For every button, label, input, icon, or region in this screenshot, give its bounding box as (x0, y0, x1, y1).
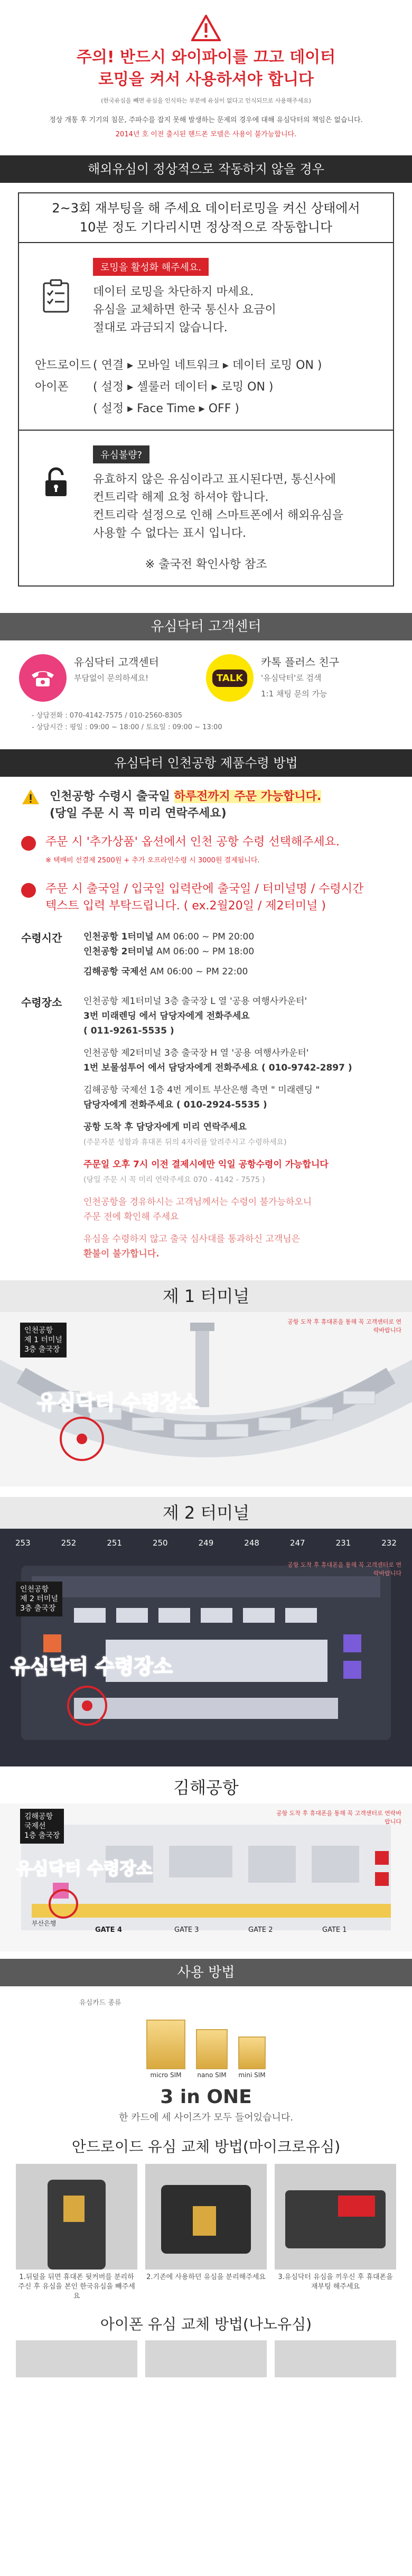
roaming-paths: 안드로이드 ( 연결 ▸ 모바일 네트워크 ▸ 데이터 로밍 ON ) 아이폰 ( 설정 ▸ 셀룰러 데이터 ▸ 로밍 ON ) ( 설정 ▸ Face Time ▸ OFF ) (35, 359, 322, 415)
t2-title: 제 2 터미널 (0, 1497, 412, 1529)
refund-note-2: 유심을 수령하지 않고 출국 심사대를 통과하신 고객님은 환불이 불가합니다. (83, 1234, 301, 1259)
roaming-pill: 로밍을 활성화 해주세요. (93, 258, 209, 276)
t2-map-label: 인천공항 제 2 터미널 3층 출국장 (16, 1582, 62, 1616)
gate-3-label: GATE 3 (174, 1926, 199, 1934)
pickup-note-2: 주문 시 '추가상품' 옵션에서 인천 공항 수령 선택해주세요. ※ 택배비 선결제 2500원 + 추가 오프라인수령 시 3000원 결제됩니다. (21, 834, 391, 869)
android-guide-photos: 1.뒤덮을 뒤면 휴대폰 뒷커버를 분리하 주신 후 유심을 본인 한국유심을 빼주세요 2.기존에 사용하던 유심을 분리해주세요 3.유심닥터 유심을 끼우신 후 휴대폰을 재부팅 해주세요 (0, 2156, 412, 2301)
iphone-step3-photo (275, 2340, 396, 2377)
roaming-text: 데이터 로밍을 차단하지 마세요. 유심을 교체하면 한국 통신사 요금이 절대로 과금되지 않습니다. (93, 285, 276, 334)
refund-note: 인천공항을 경유하시는 고객님께서는 수령이 불가능하오니 주문 전에 확인해 주세요 (83, 1197, 312, 1222)
top-warning (0, 0, 412, 138)
place-t1: 인천공항 제1터미널 3층 출국장 L 열 '공용 여행사카운터' 3번 미래렌딩 에서 담당자에게 전화주세요 ( 011-9261-5535 ) (83, 996, 307, 1036)
pickup-note-1: 인천공항 수령시 출국일 하루전까지 주문 가능합니다. (당일 주문 시 꼭 미리 연락주세요) (21, 788, 391, 822)
iphone-step1-photo (16, 2340, 137, 2377)
t1-map (0, 1312, 412, 1486)
t2-map-note: 공항 도착 후 휴대폰을 통해 꼭 고객센터로 연락바랍니다 (287, 1561, 401, 1577)
gimhae-title: 김해공항 (173, 1778, 239, 1798)
order-time-note: 주문일 오후 7시 이전 결제시에만 익일 공항수령이 가능합니다 (당일 주문 시 꼭 미리 연락주세요 070 - 4142 - 7575 ) (83, 1159, 329, 1184)
kakao-center[interactable]: TALK 카톡 플러스 친구 '유심닥터'로 검색 1:1 채팅 문의 가능 (206, 654, 393, 702)
usage-section-bar: 사용 방법 (0, 1959, 412, 1986)
alert-dot-icon (21, 836, 36, 851)
alert-dot-icon (21, 883, 36, 898)
iphone-guide-photos (0, 2334, 412, 2377)
t1-map-note: 공항 도착 후 휴대폰을 통해 꼭 고객센터로 연락바랍니다 (287, 1318, 401, 1334)
step2-photo (145, 2164, 267, 2270)
card-type-label: 유심카드 종류 (79, 1999, 121, 2007)
t1-map-label: 인천공항 제 1 터미널 3층 출국장 (20, 1323, 67, 1357)
android-guide-title: 안드로이드 유심 교체 방법(마이크로유심) (71, 2138, 341, 2155)
gimhae-pickup-label: 유심닥터 수령장소 (16, 1858, 153, 1878)
micro-sim-icon (146, 2020, 185, 2069)
lock-icon (44, 467, 68, 497)
three-in-one: 3 in ONE (160, 2086, 252, 2108)
trouble-section-bar: 해외유심이 정상적으로 작동하지 않을 경우 (0, 155, 412, 183)
pickup-notes (0, 788, 412, 915)
warning-title: 주의! 반드시 와이파이를 끄고 데이터 로밍을 켜서 사용하셔야 합니다 (76, 48, 336, 89)
three-in-one-sub: 한 카드에 세 사이즈가 모두 들어있습니다. (119, 2112, 293, 2123)
gimhae-map-label: 김해공항 국제선 1층 출국장 (20, 1809, 64, 1844)
warning-triangle-icon (191, 15, 221, 41)
gate-4-label: GATE 4 (95, 1926, 123, 1934)
t2-pickup-label: 유심닥터 수령장소 (11, 1655, 173, 1678)
warning-red-note: 2014년 호 이전 출시된 핸드폰 모델은 사용이 불가능합니다. (115, 131, 297, 138)
mini-sim-icon (238, 2036, 266, 2069)
sim-chips: micro SIM nano SIM mini SIM (0, 2020, 412, 2079)
place-t2: 인천공항 제2터미널 3층 출국장 H 열 '공용 여행사카운터' 1번 보물섬투어 에서 담당자에게 전화주세요 ( 010-9742-2897 ) (83, 1048, 352, 1073)
trouble-box (18, 192, 394, 587)
contact-info: - 상담전화 : 070-4142-7575 / 010-2560-8305 - 상담시간 : 평일 : 09:00 ~ 18:00 / 토요일 : 09:00 ~ 13:00 (32, 712, 222, 731)
center-sub: 부담없이 문의하세요! (74, 673, 149, 683)
iphone-guide-title: 아이폰 유심 교체 방법(나노유심) (100, 2315, 312, 2333)
service-section-bar: 유심닥터 고객센터 (0, 613, 412, 640)
service-contacts (0, 640, 412, 702)
nano-sim-icon (196, 2029, 228, 2069)
lock-pill: 유심불량? (93, 445, 149, 463)
pickup-note-3: 주문 시 출국일 / 입국일 입력란에 출국일 / 터미널명 / 수령시간 텍스트 입력 부탁드립니다. ( ex.2월20일 / 제2터미널 ) (21, 881, 391, 915)
phone-center[interactable] (19, 654, 206, 702)
warning-body: 정상 개통 후 기기의 침문, 주파수를 잡지 못해 발생하는 문제의 경우에 대해 유심닥터의 책임은 없습니다. (49, 116, 363, 124)
bank-label: 부산은행 (32, 1920, 57, 1927)
pickup-places: 수령장소 인천공항 제1터미널 3층 출국장 L 열 '공용 여행사카운터' 3번 미래렌딩 에서 담당자에게 전화주세요 ( 011-9261-5535 ) 인천공항 제2터미널 3층 출국장 H 열 '공용 여행사카운터' 1번 보물섬투어 에서 담당자에게 전화주세요 ( 010-9742-2897 ) 김해공항 국제선 1층 4번 게이트 부산은행 측면 " 미래렌딩 " 담당자에게 전화주세요 ( 010-2924-5535 ) 공항 도착 후 담당자에게 미리 연락주세요 (주문자분 성함과 휴대폰 뒤의 4자리를 알려주시고 수령하세요) 주문일 오후 7시 이전 결제시에만 익일 공항수령이 가능합니다 (당일 주문 시 꼭 미리 연락주세요 070 - 4142 - 7575 ) 인천공항을 경유하시는 고객님께서는 수령이 불가능하오니 주문 전에 확인해 주세요 유심을 수령하지 않고 출국 심사대를 통과하신 고객님은 환불이 불가합니다. (21, 994, 391, 1269)
arrive-note: 공항 도착 후 담당자에게 미리 연락주세요 (주문자분 성함과 휴대폰 뒤의 4자리를 알려주시고 수령하세요) (83, 1122, 287, 1147)
pickup-section-bar: 유심닥터 인천공항 제품수령 방법 (0, 749, 412, 777)
lock-text: 유효하지 않은 유심이라고 표시된다면, 통신사에 컨트리락 해제 요청 하셔야 합니다. 컨트리락 설정으로 인해 스마트폰에서 해외유심을 사용할 수 없다는 표시 입니다. (93, 473, 344, 540)
step3-photo (275, 2164, 396, 2270)
country-lock-row (19, 431, 393, 548)
iphone-step2-photo (145, 2340, 267, 2377)
clipboard-check-icon (42, 279, 70, 313)
gate-2-label: GATE 2 (248, 1926, 273, 1934)
usage-section (0, 1997, 412, 2377)
phone-icon (19, 654, 67, 702)
t2-map (0, 1529, 412, 1766)
warning-triangle-icon (21, 788, 40, 805)
kakao-talk-icon: TALK (206, 654, 254, 702)
kakao-name: 카톡 플러스 친구 (261, 656, 339, 668)
gimhae-map-note: 공항 도착 후 휴대폰을 통해 꼭 고객센터로 연락바랍니다 (276, 1810, 401, 1825)
place-gimhae: 김해공항 국제선 1층 4번 게이트 부산은행 측면 " 미래렌딩 " 담당자에게 전화주세요 ( 010-2924-5535 ) (83, 1085, 320, 1110)
warning-sub: (한국유심을 빼면 유심을 인식하는 부분에 유심이 없다고 인식되므로 사용해주세요) (101, 97, 311, 104)
t1-pickup-label: 유심닥터 수령장소 (37, 1391, 199, 1414)
pickup-hours: 수령시간 인천공항 1터미널 AM 06:00 ~ PM 20:00 인천공항 2터미널 AM 06:00 ~ PM 18:00 김해공항 국제선 AM 06:00 ~ PM 22:00 (21, 932, 255, 977)
trouble-lead: 2~3회 재부팅을 해 주세요 데이터로밍을 켜신 상태에서 10분 정도 기다리시면 정상적으로 작동합니다 (19, 193, 393, 243)
t1-title: 제 1 터미널 (0, 1280, 412, 1312)
gimhae-map (0, 1803, 412, 1951)
gate-1-label: GATE 1 (322, 1926, 347, 1934)
reference-note: ※ 출국전 확인사항 참조 (145, 558, 267, 571)
t2-gate-numbers: 253 252 251 250 249 248 247 231 232 (15, 1538, 397, 1548)
step1-photo (16, 2164, 137, 2270)
center-name: 유심닥터 고객센터 (74, 656, 159, 668)
roaming-row (19, 243, 393, 342)
